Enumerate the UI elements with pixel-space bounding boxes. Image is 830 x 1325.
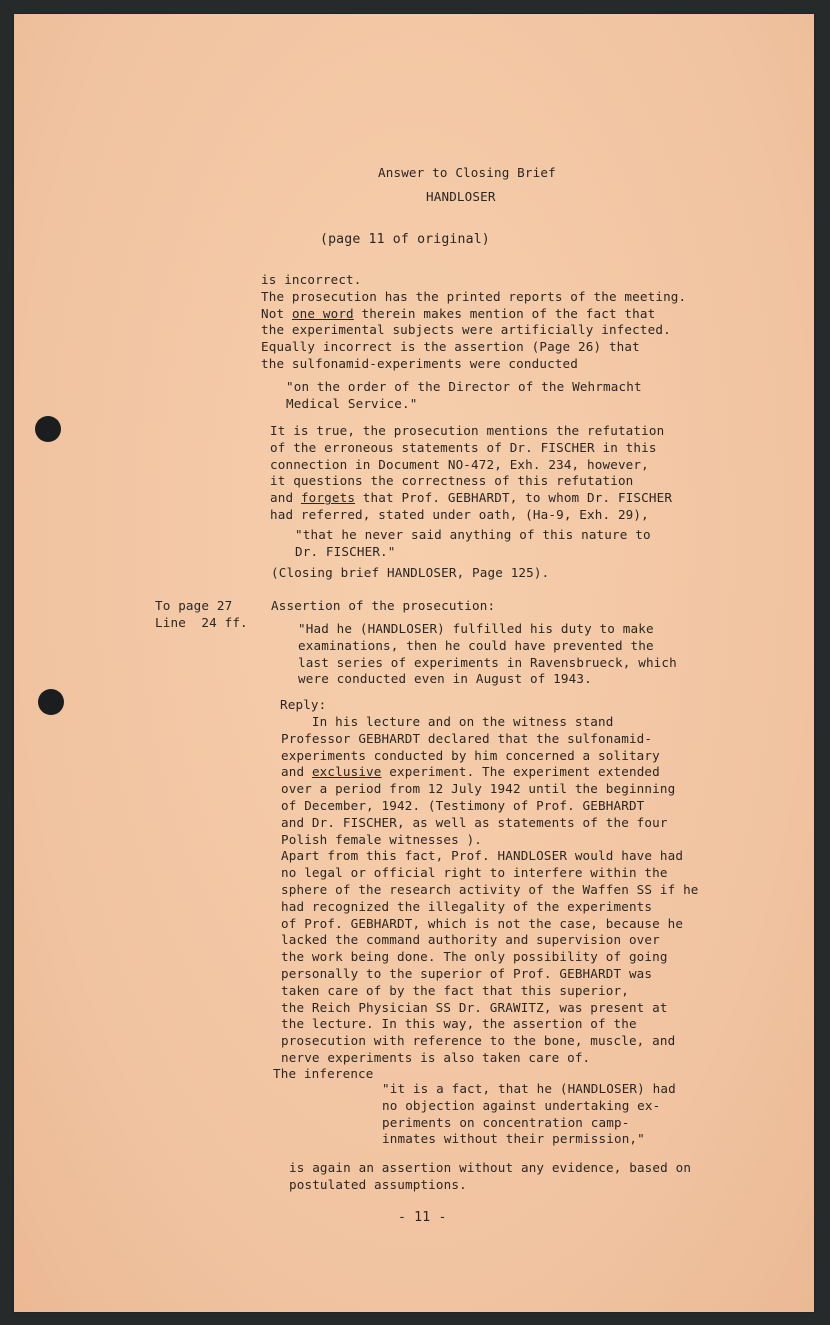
text-line: taken care of by the fact that this superior,	[281, 982, 629, 998]
text-line: Equally incorrect is the assertion (Page 26) that	[261, 339, 640, 355]
emphasis-exclusive: exclusive	[311, 764, 382, 780]
text-line: Not one word therein makes mention of the fact that	[261, 305, 656, 321]
quote-gebhardt	[295, 527, 651, 561]
text-line: The prosecution has the printed reports of the meeting.	[261, 288, 687, 304]
text-line: "it is a fact, that he (HANDLOSER) had	[382, 1081, 676, 1096]
emphasis-one-word: one word	[291, 305, 354, 321]
text-line: had recognized the illegality of the experiments	[281, 898, 653, 914]
quote-assertion	[298, 621, 677, 688]
text-line: personally to the superior of Prof. GEBHARDT was	[281, 965, 653, 981]
paragraph-opening	[261, 272, 686, 373]
text-line: the experimental subjects were artificially infected.	[261, 322, 671, 338]
closing-brief-citation: (Closing brief HANDLOSER, Page 125).	[271, 565, 550, 580]
page-number: - 11 -	[398, 1210, 447, 1225]
text-line: Dr. FISCHER."	[295, 543, 396, 559]
text-line: is incorrect.	[261, 272, 362, 287]
document-title: Answer to Closing Brief	[378, 165, 556, 180]
text-line: the lecture. In this way, the assertion of the	[281, 1016, 637, 1032]
text-line: were conducted even in August of 1943.	[298, 671, 592, 687]
text-line: examinations, then he could have prevented the	[298, 637, 654, 653]
text-line: and exclusive experiment. The experiment extended	[281, 764, 660, 780]
text-line: Apart from this fact, Prof. HANDLOSER would have had	[281, 848, 684, 864]
text-line: of Prof. GEBHARDT, which is not the case, because he	[281, 915, 684, 931]
margin-note	[155, 598, 248, 632]
text-line: It is true, the prosecution mentions the refutation	[270, 423, 665, 438]
text-line: sphere of the research activity of the Waffen SS if he	[281, 881, 699, 897]
text-line: no objection against undertaking ex-	[382, 1097, 661, 1113]
text-line: over a period from 12 July 1942 until the beginning	[281, 781, 676, 797]
text-line: prosecution with reference to the bone, muscle, and	[281, 1033, 676, 1049]
text-line: "on the order of the Director of the Wehrmacht	[286, 379, 642, 394]
reply-body	[281, 714, 699, 1067]
quote-director	[286, 379, 642, 413]
text-line: nerve experiments is also taken care of.	[281, 1049, 591, 1065]
punch-hole-bottom	[38, 689, 64, 715]
text-line: is again an assertion without any evidence, based on	[289, 1160, 692, 1175]
text-line: "Had he (HANDLOSER) fulfilled his duty to make	[298, 621, 654, 636]
page-reference: (page 11 of original)	[320, 232, 490, 247]
text-line: no legal or official right to interfere within the	[281, 865, 668, 881]
inference-label: The inference	[273, 1066, 374, 1081]
reply-label: Reply:	[280, 697, 327, 712]
text-line: last series of experiments in Ravensbrueck, which	[298, 654, 677, 670]
text-line: of December, 1942. (Testimony of Prof. GEBHARDT	[281, 797, 645, 813]
text-line: inmates without their permission,"	[382, 1131, 645, 1147]
text-line: Medical Service."	[286, 395, 418, 411]
text-line: Line 24 ff.	[155, 614, 248, 630]
text-line: lacked the command authority and supervision over	[281, 932, 660, 948]
document-subject: HANDLOSER	[426, 189, 496, 204]
closing-paragraph	[289, 1160, 691, 1194]
text-line: it questions the correctness of this refutation	[270, 473, 634, 489]
emphasis-forgets: forgets	[300, 490, 356, 506]
text-line: experiments conducted by him concerned a solitary	[281, 747, 660, 763]
text-line: To page 27	[155, 598, 233, 613]
punch-hole-top	[35, 416, 61, 442]
text-line: of the erroneous statements of Dr. FISCHER in this	[270, 439, 657, 455]
text-line: connection in Document NO-472, Exh. 234, however,	[270, 456, 649, 472]
assertion-heading: Assertion of the prosecution:	[271, 598, 496, 613]
paragraph-refutation	[270, 423, 672, 524]
text-line: postulated assumptions.	[289, 1176, 467, 1192]
quote-inference	[382, 1081, 676, 1148]
text-line: the work being done. The only possibility of going	[281, 949, 668, 965]
text-line: In his lecture and on the witness stand	[281, 714, 614, 729]
text-line: and forgets that Prof. GEBHARDT, to whom Dr. FISCHER	[270, 490, 673, 506]
text-line: "that he never said anything of this nature to	[295, 527, 651, 542]
text-line: had referred, stated under oath, (Ha-9, Exh. 29),	[270, 506, 649, 522]
text-line: periments on concentration camp-	[382, 1114, 630, 1130]
text-line: the sulfonamid-experiments were conducted	[261, 355, 579, 371]
text-line: and Dr. FISCHER, as well as statements of the four	[281, 814, 668, 830]
text-line: the Reich Physician SS Dr. GRAWITZ, was present at	[281, 999, 668, 1015]
text-line: Polish female witnesses ).	[281, 831, 483, 847]
text-line: Professor GEBHARDT declared that the sulfonamid-	[281, 730, 653, 746]
